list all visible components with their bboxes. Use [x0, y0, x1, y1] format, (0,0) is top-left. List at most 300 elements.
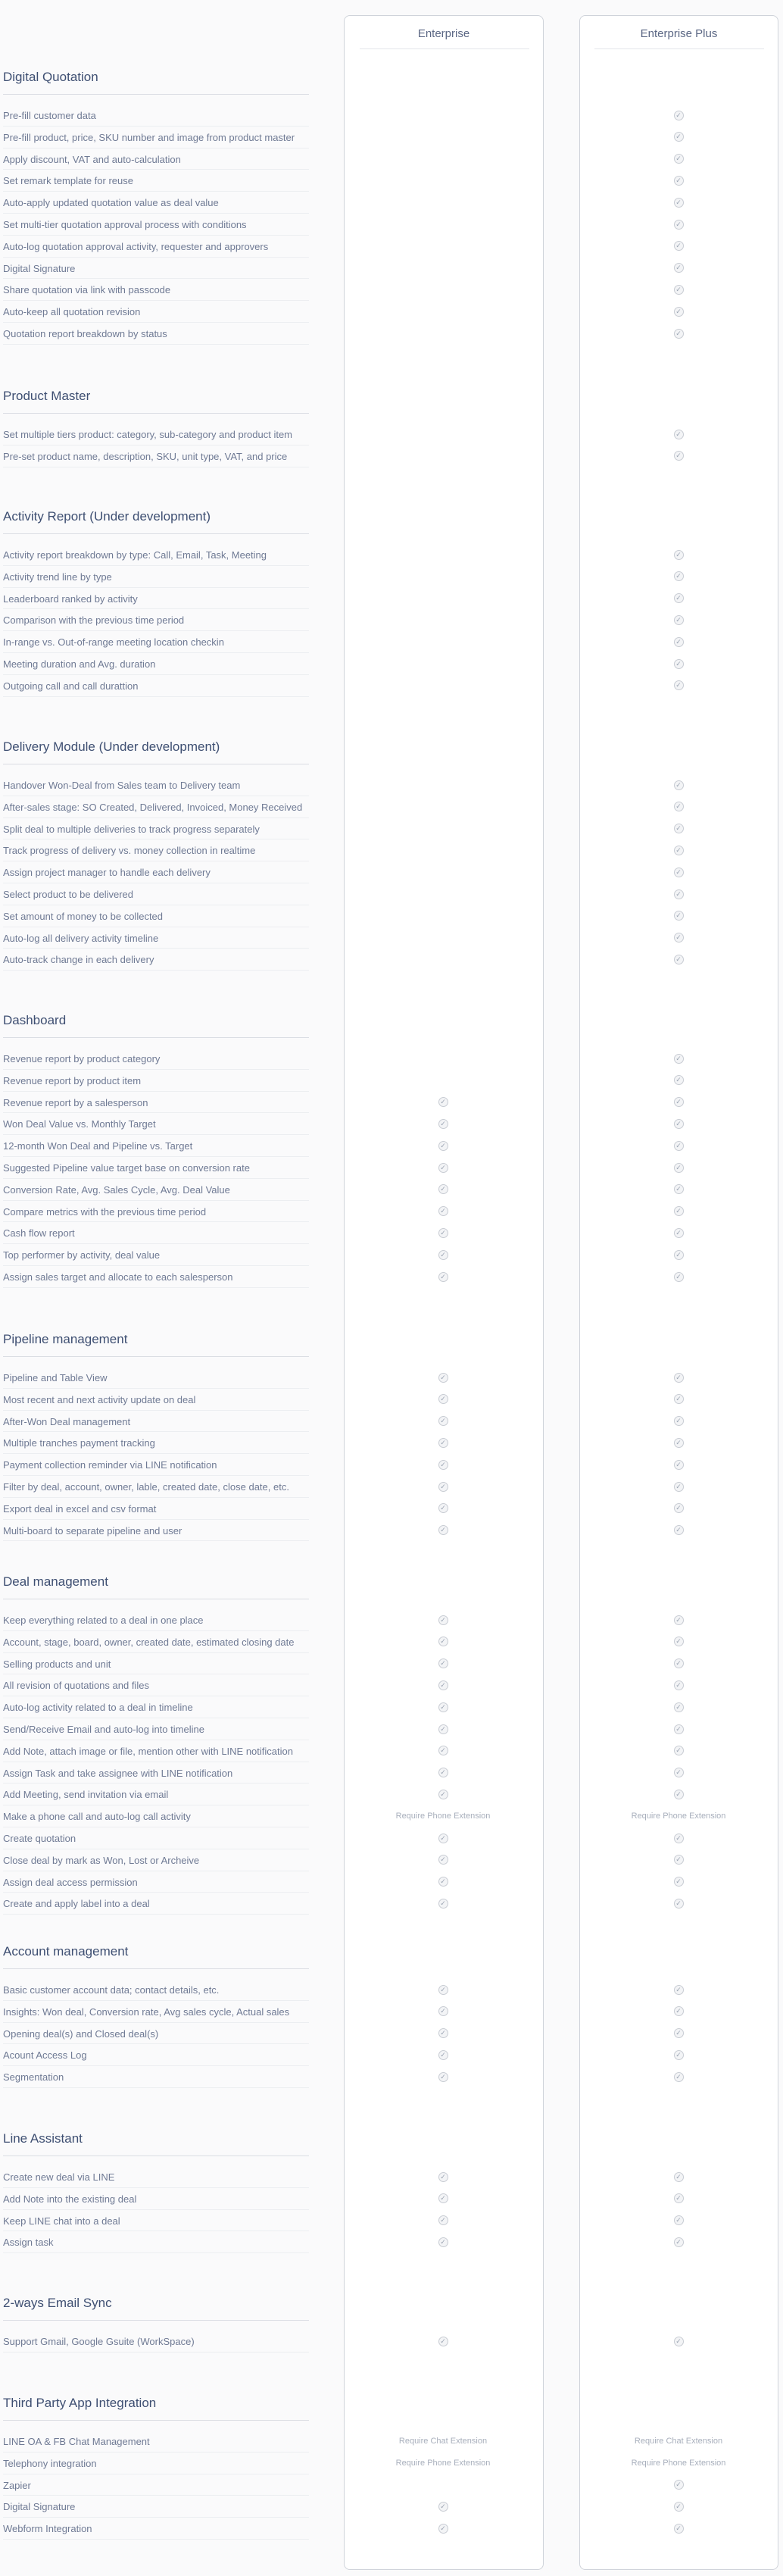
check-icon: ✓: [674, 571, 684, 581]
check-icon: ✓: [674, 220, 684, 230]
check-icon: ✓: [438, 1503, 448, 1513]
enterprise-cell: [367, 1743, 519, 1758]
feature-row: [0, 301, 783, 323]
check-icon: ✓: [438, 1272, 448, 1282]
check-icon: ✓: [438, 1877, 448, 1887]
check-icon: ✓: [438, 1460, 448, 1470]
enterprise-cell: [367, 1634, 519, 1649]
check-icon: ✓: [438, 1746, 448, 1755]
check-icon: ✓: [438, 1702, 448, 1712]
enterprise-cell: [367, 569, 519, 584]
check-icon: ✓: [674, 1680, 684, 1690]
enterprise-plus-cell: [603, 1051, 754, 1066]
enterprise-cell: [367, 282, 519, 297]
enterprise-plus-cell: [603, 1699, 754, 1715]
enterprise-plus-cell: [603, 1656, 754, 1671]
section-title: Digital Quotation: [3, 70, 98, 84]
enterprise-plus-cell: [603, 1982, 754, 1997]
enterprise-cell: [367, 656, 519, 671]
check-icon: ✓: [674, 1658, 684, 1668]
enterprise-plus-cell: [603, 952, 754, 967]
enterprise-cell: [367, 1982, 519, 1997]
check-icon: ✓: [674, 1141, 684, 1151]
feature-label: Set multiple tiers product: category, sub-category and product item: [3, 429, 293, 440]
enterprise-plus-cell: [603, 864, 754, 880]
feature-label: Telephony integration: [3, 2457, 97, 2469]
feature-label: Multiple tranches payment tracking: [3, 1437, 155, 1449]
feature-row: [0, 1157, 783, 1179]
feature-row: [0, 1113, 783, 1135]
enterprise-cell: [367, 1457, 519, 1472]
section-divider: [3, 1356, 309, 1357]
enterprise-plus-cell: [603, 152, 754, 167]
enterprise-plus-cell: [603, 427, 754, 442]
feature-row: [0, 236, 783, 258]
feature-row: [0, 1718, 783, 1740]
enterprise-cell: [367, 152, 519, 167]
feature-row: [0, 818, 783, 840]
enterprise-cell: [367, 1204, 519, 1219]
enterprise-plus-cell: [603, 1852, 754, 1868]
feature-row: [0, 588, 783, 610]
feature-label: Assign Task and take assignee with LINE notification: [3, 1767, 233, 1779]
feature-label: In-range vs. Out-of-range meeting location checkin: [3, 636, 224, 649]
feature-row: [0, 1696, 783, 1718]
enterprise-cell: [367, 2456, 519, 2471]
feature-label: Payment collection reminder via LINE notification: [3, 1459, 217, 1471]
feature-row: [0, 2023, 783, 2045]
check-icon: ✓: [674, 1438, 684, 1448]
enterprise-cell: [367, 2004, 519, 2019]
enterprise-cell: [367, 130, 519, 145]
feature-row: [0, 2166, 783, 2188]
enterprise-cell: [367, 1116, 519, 1131]
feature-label: Basic customer account data; contact details, etc.: [3, 1984, 220, 1996]
enterprise-plus-cell: [603, 2478, 754, 2493]
section-divider: [3, 1037, 309, 1038]
enterprise-plus-cell: [603, 1457, 754, 1472]
feature-label: Segmentation: [3, 2071, 64, 2084]
enterprise-cell: [367, 612, 519, 627]
feature-label: After-Won Deal management: [3, 1415, 131, 1427]
section-title: Deal management: [3, 1574, 108, 1589]
feature-label: Pre-fill product, price, SKU number and image from product master: [3, 131, 295, 143]
feature-label: Assign sales target and allocate to each salesperson: [3, 1271, 233, 1283]
check-icon: ✓: [674, 176, 684, 186]
enterprise-plus-cell: [603, 108, 754, 123]
section-title: Dashboard: [3, 1013, 67, 1027]
check-icon: ✓: [674, 1097, 684, 1107]
enterprise-plus-cell: [603, 1721, 754, 1737]
check-icon: ✓: [674, 1250, 684, 1260]
enterprise-plus-column-header: Enterprise Plus: [640, 27, 718, 40]
section-divider: [3, 2320, 309, 2321]
check-icon: ✓: [674, 111, 684, 120]
enterprise-cell: [367, 1138, 519, 1153]
feature-label: Meeting duration and Avg. duration: [3, 658, 156, 670]
feature-label: Pipeline and Table View: [3, 1372, 108, 1383]
section-title: Pipeline management: [3, 1332, 128, 1346]
enterprise-plus-cell: [603, 1392, 754, 1407]
feature-label: All revision of quotations and files: [3, 1680, 149, 1692]
feature-label: Create and apply label into a deal: [3, 1898, 150, 1910]
enterprise-cell: [367, 1073, 519, 1088]
feature-row: [0, 2066, 783, 2088]
enterprise-cell: [367, 1247, 519, 1262]
enterprise-cell: [367, 547, 519, 562]
check-icon: ✓: [438, 2215, 448, 2225]
enterprise-cell: [367, 864, 519, 880]
enterprise-cell: [367, 239, 519, 254]
enterprise-plus-cell: [603, 1634, 754, 1649]
requirement-note: Require Phone Extension: [631, 1812, 726, 1821]
enterprise-plus-cell: [603, 886, 754, 902]
feature-row: [0, 544, 783, 566]
check-icon: ✓: [438, 1184, 448, 1194]
enterprise-cell: [367, 1721, 519, 1737]
enterprise-cell: [367, 799, 519, 814]
check-icon: ✓: [674, 2480, 684, 2490]
feature-label: Auto-apply updated quotation value as deal value: [3, 197, 219, 209]
check-icon: ✓: [674, 1482, 684, 1492]
enterprise-plus-cell: [603, 2521, 754, 2536]
enterprise-plus-cell: [603, 1138, 754, 1153]
enterprise-plus-cell: [603, 1182, 754, 1197]
enterprise-cell: [367, 777, 519, 792]
check-icon: ✓: [674, 1503, 684, 1513]
enterprise-cell: [367, 1852, 519, 1868]
enterprise-cell: [367, 1414, 519, 1429]
feature-row: [0, 566, 783, 588]
feature-row: [0, 279, 783, 301]
enterprise-plus-cell: [603, 2026, 754, 2041]
enterprise-plus-cell: [603, 2169, 754, 2184]
check-icon: ✓: [438, 1724, 448, 1734]
enterprise-cell: [367, 2169, 519, 2184]
enterprise-plus-cell: [603, 1479, 754, 1494]
enterprise-cell: [367, 217, 519, 232]
enterprise-cell: [367, 2499, 519, 2514]
enterprise-plus-cell: [603, 2456, 754, 2471]
enterprise-cell: [367, 1479, 519, 1494]
feature-row: [0, 631, 783, 653]
check-icon: ✓: [674, 615, 684, 625]
feature-label: Selling products and unit: [3, 1658, 111, 1670]
feature-row: [0, 2231, 783, 2253]
feature-row: [0, 1784, 783, 1805]
enterprise-cell: [367, 195, 519, 210]
feature-row: [0, 2210, 783, 2232]
enterprise-plus-cell: [603, 1225, 754, 1240]
feature-row: [0, 1135, 783, 1157]
feature-row: [0, 1979, 783, 2001]
check-icon: ✓: [674, 1119, 684, 1129]
enterprise-plus-cell: [603, 1523, 754, 1538]
feature-row: [0, 675, 783, 697]
check-icon: ✓: [438, 1790, 448, 1799]
enterprise-plus-cell: [603, 2191, 754, 2206]
check-icon: ✓: [674, 2072, 684, 2082]
enterprise-plus-cell: [603, 777, 754, 792]
feature-row: [0, 883, 783, 905]
feature-row: [0, 1520, 783, 1542]
check-icon: ✓: [674, 1272, 684, 1282]
check-icon: ✓: [438, 1680, 448, 1690]
check-icon: ✓: [674, 1054, 684, 1064]
feature-label: Cash flow report: [3, 1227, 75, 1240]
feature-label: Set remark template for reuse: [3, 175, 133, 187]
check-icon: ✓: [674, 1525, 684, 1535]
requirement-note: Require Phone Extension: [395, 2458, 491, 2468]
feature-label: Assign deal access permission: [3, 1876, 138, 1888]
feature-row: [0, 2453, 783, 2474]
section-title: Activity Report (Under development): [3, 509, 211, 524]
section-divider: [3, 413, 309, 414]
enterprise-cell: [367, 1051, 519, 1066]
enterprise-plus-cell: [603, 656, 754, 671]
row-divider: [3, 696, 309, 697]
feature-row: [0, 1389, 783, 1411]
feature-label: Pre-set product name, description, SKU, unit type, VAT, and price: [3, 450, 288, 462]
feature-label: Track progress of delivery vs. money collection in realtime: [3, 845, 256, 857]
feature-row: [0, 1631, 783, 1653]
feature-label: Zapier: [3, 2479, 31, 2491]
enterprise-cell: [367, 1095, 519, 1110]
feature-label: Auto-log activity related to a deal in timeline: [3, 1702, 193, 1714]
enterprise-plus-cell: [603, 2213, 754, 2228]
enterprise-plus-cell: [603, 2434, 754, 2449]
feature-row: [0, 861, 783, 883]
check-icon: ✓: [674, 911, 684, 921]
feature-label: Comparison with the previous time period: [3, 614, 185, 627]
section-title: Delivery Module (Under development): [3, 739, 220, 754]
feature-row: [0, 1827, 783, 1849]
enterprise-plus-cell: [603, 261, 754, 276]
enterprise-plus-cell: [603, 2047, 754, 2062]
enterprise-plus-cell: [603, 173, 754, 188]
enterprise-header-divider: [360, 48, 529, 49]
enterprise-cell: [367, 1830, 519, 1846]
feature-row: [0, 1674, 783, 1696]
check-icon: ✓: [674, 2337, 684, 2346]
check-icon: ✓: [438, 1373, 448, 1383]
enterprise-plus-cell: [603, 2069, 754, 2084]
feature-row: [0, 839, 783, 861]
feature-label: 12-month Won Deal and Pipeline vs. Target: [3, 1140, 193, 1152]
enterprise-plus-cell: [603, 2499, 754, 2514]
feature-row: [0, 323, 783, 345]
check-icon: ✓: [674, 1373, 684, 1383]
check-icon: ✓: [674, 430, 684, 439]
enterprise-plus-cell: [603, 1160, 754, 1175]
check-icon: ✓: [438, 2050, 448, 2060]
feature-row: [0, 192, 783, 214]
enterprise-cell: [367, 952, 519, 967]
feature-label: Most recent and next activity update on deal: [3, 1393, 196, 1405]
enterprise-cell: [367, 261, 519, 276]
check-icon: ✓: [674, 1899, 684, 1909]
enterprise-plus-cell: [603, 1247, 754, 1262]
enterprise-cell: [367, 1225, 519, 1240]
feature-label: Keep everything related to a deal in one place: [3, 1615, 204, 1626]
enterprise-cell: [367, 2434, 519, 2449]
check-icon: ✓: [674, 263, 684, 273]
check-icon: ✓: [438, 1438, 448, 1448]
enterprise-plus-cell: [603, 282, 754, 297]
enterprise-plus-cell: [603, 930, 754, 946]
row-divider: [3, 1540, 309, 1541]
feature-row: [0, 796, 783, 818]
feature-label: Filter by deal, account, owner, lable, created date, close date, etc.: [3, 1481, 289, 1493]
enterprise-plus-cell: [603, 2334, 754, 2349]
enterprise-plus-cell: [603, 908, 754, 924]
feature-label: Revenue report by product item: [3, 1074, 142, 1086]
feature-row: [0, 2044, 783, 2066]
check-icon: ✓: [674, 2050, 684, 2060]
enterprise-cell: [367, 1656, 519, 1671]
row-divider: [3, 2087, 309, 2088]
enterprise-cell: [367, 1874, 519, 1890]
feature-label: Revenue report by a salesperson: [3, 1096, 148, 1108]
check-icon: ✓: [674, 933, 684, 943]
feature-row: [0, 1476, 783, 1498]
enterprise-cell: [367, 1182, 519, 1197]
enterprise-plus-cell: [603, 1765, 754, 1780]
feature-row: [0, 1498, 783, 1520]
check-icon: ✓: [674, 198, 684, 208]
feature-label: Opening deal(s) and Closed deal(s): [3, 2027, 159, 2040]
feature-label: Set amount of money to be collected: [3, 910, 164, 922]
feature-row: [0, 2188, 783, 2210]
check-icon: ✓: [438, 2337, 448, 2346]
feature-label: Quotation report breakdown by status: [3, 328, 167, 339]
check-icon: ✓: [674, 1790, 684, 1799]
feature-label: LINE OA & FB Chat Management: [3, 2436, 150, 2447]
check-icon: ✓: [674, 1724, 684, 1734]
feature-label: Pre-fill customer data: [3, 110, 96, 121]
feature-row: [0, 1805, 783, 1827]
check-icon: ✓: [674, 1615, 684, 1625]
feature-row: [0, 2474, 783, 2496]
enterprise-cell: [367, 678, 519, 693]
enterprise-plus-cell: [603, 130, 754, 145]
row-divider: [3, 2539, 309, 2540]
check-icon: ✓: [674, 1228, 684, 1238]
check-icon: ✓: [438, 2006, 448, 2016]
feature-label: Account, stage, board, owner, created date, estimated closing date: [3, 1636, 295, 1648]
enterprise-cell: [367, 634, 519, 649]
check-icon: ✓: [674, 1702, 684, 1712]
enterprise-plus-cell: [603, 239, 754, 254]
enterprise-cell: [367, 2334, 519, 2349]
check-icon: ✓: [674, 2524, 684, 2534]
feature-row: [0, 1411, 783, 1433]
enterprise-cell: [367, 1370, 519, 1385]
row-divider: [3, 970, 309, 971]
enterprise-cell: [367, 1523, 519, 1538]
enterprise-cell: [367, 908, 519, 924]
section-divider: [3, 1968, 309, 1969]
feature-row: [0, 2431, 783, 2453]
feature-row: [0, 127, 783, 148]
enterprise-plus-cell: [603, 1896, 754, 1911]
section-title: Line Assistant: [3, 2131, 83, 2146]
feature-row: [0, 1432, 783, 1454]
enterprise-plus-cell: [603, 1269, 754, 1284]
feature-row: [0, 1070, 783, 1092]
enterprise-cell: [367, 2191, 519, 2206]
enterprise-cell: [367, 1612, 519, 1627]
check-icon: ✓: [674, 2193, 684, 2203]
feature-row: [0, 774, 783, 796]
feature-row: [0, 258, 783, 280]
enterprise-plus-cell: [603, 449, 754, 464]
enterprise-plus-cell: [603, 1809, 754, 1824]
check-icon: ✓: [438, 2072, 448, 2082]
enterprise-plus-cell: [603, 1830, 754, 1846]
check-icon: ✓: [674, 1460, 684, 1470]
feature-row: [0, 424, 783, 445]
feature-label: Auto-log quotation approval activity, requester and approvers: [3, 240, 269, 252]
check-icon: ✓: [438, 2502, 448, 2512]
check-icon: ✓: [674, 846, 684, 855]
check-icon: ✓: [674, 154, 684, 164]
feature-label: Leaderboard ranked by activity: [3, 592, 138, 605]
check-icon: ✓: [438, 2524, 448, 2534]
enterprise-plus-cell: [603, 634, 754, 649]
feature-label: Auto-keep all quotation revision: [3, 306, 141, 318]
enterprise-plus-cell: [603, 1370, 754, 1385]
feature-label: Activity trend line by type: [3, 571, 112, 583]
check-icon: ✓: [674, 241, 684, 251]
feature-row: [0, 214, 783, 236]
check-icon: ✓: [438, 1615, 448, 1625]
check-icon: ✓: [674, 1985, 684, 1995]
feature-row: [0, 1849, 783, 1871]
enterprise-cell: [367, 821, 519, 836]
enterprise-cell: [367, 1699, 519, 1715]
check-icon: ✓: [438, 1250, 448, 1260]
check-icon: ✓: [674, 2502, 684, 2512]
check-icon: ✓: [674, 1746, 684, 1755]
check-icon: ✓: [674, 1394, 684, 1404]
enterprise-cell: [367, 173, 519, 188]
check-icon: ✓: [674, 550, 684, 560]
feature-row: [0, 653, 783, 675]
feature-label: Support Gmail, Google Gsuite (WorkSpace): [3, 2336, 195, 2347]
check-icon: ✓: [438, 1097, 448, 1107]
feature-label: Compare metrics with the previous time period: [3, 1205, 207, 1218]
check-icon: ✓: [674, 132, 684, 142]
row-divider: [3, 2252, 309, 2253]
feature-row: [0, 1871, 783, 1893]
check-icon: ✓: [438, 1228, 448, 1238]
feature-label: Conversion Rate, Avg. Sales Cycle, Avg. Deal Value: [3, 1183, 230, 1196]
check-icon: ✓: [438, 1394, 448, 1404]
feature-label: Webform Integration: [3, 2523, 92, 2535]
feature-row: [0, 1222, 783, 1244]
section-divider: [3, 2420, 309, 2421]
feature-label: Top performer by activity, deal value: [3, 1249, 161, 1261]
feature-label: Make a phone call and auto-log call activity: [3, 1811, 191, 1823]
check-icon: ✓: [438, 2237, 448, 2247]
enterprise-cell: [367, 1160, 519, 1175]
enterprise-plus-cell: [603, 1204, 754, 1219]
check-icon: ✓: [674, 1877, 684, 1887]
feature-row: [0, 1048, 783, 1070]
enterprise-cell: [367, 1787, 519, 1802]
check-icon: ✓: [438, 1855, 448, 1865]
